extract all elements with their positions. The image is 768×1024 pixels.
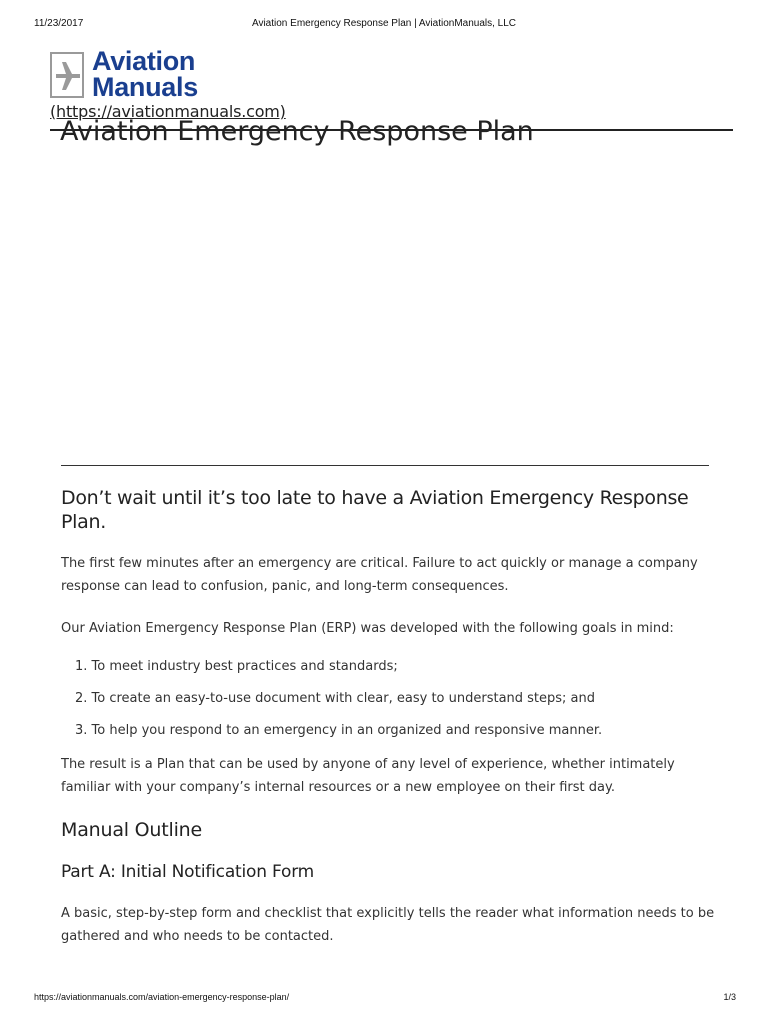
page-number: 1/3 [723, 992, 736, 1002]
part-a-heading: Part A: Initial Notification Form [61, 862, 315, 882]
list-item: 3. To help you respond to an emergency in an organized and responsive manner. [75, 723, 603, 738]
manual-outline-heading: Manual Outline [61, 819, 203, 841]
print-url: https://aviationmanuals.com/aviation-emergency-response-plan/ [34, 992, 290, 1002]
page-title: Aviation Emergency Response Plan [60, 116, 534, 147]
paragraph-result: The result is a Plan that can be used by anyone of any level of experience, whether intimately familiar with your company’s internal resources or a new employee on their first day. [61, 757, 675, 795]
print-page-title: Aviation Emergency Response Plan | AviationManuals, LLC [251, 18, 517, 29]
part-a-text: A basic, step-by-step form and checklist that explicitly tells the reader what information needs to be gathered and who needs to be contacted. [61, 906, 715, 944]
airplane-icon [50, 52, 84, 98]
intro-heading: Don’t wait until it’s too late to have a Aviation Emergency Response Plan. [61, 487, 689, 533]
logo-line-2: Manuals [92, 72, 198, 102]
page-title-clipped [60, 116, 720, 148]
logo-line-1: Aviation [92, 46, 196, 76]
print-header [0, 18, 768, 32]
aviation-manuals-logo[interactable] [50, 46, 220, 104]
list-item: 1. To meet industry best practices and standards; [75, 659, 398, 674]
paragraph-goals-intro: Our Aviation Emergency Response Plan (ERP) was developed with the following goals in mind: [61, 621, 674, 636]
paragraph-critical: The first few minutes after an emergency are critical. Failure to act quickly or manage a company response can lead to confusion, panic, and long-term consequences. [61, 556, 698, 594]
logo-wordmark [92, 48, 198, 100]
goals-list [61, 655, 721, 751]
print-date: 11/23/2017 [34, 18, 84, 29]
list-item: 2. To create an easy-to-use document with clear, easy to understand steps; and [75, 691, 596, 706]
site-link[interactable]: (https://aviationmanuals.com) [50, 102, 286, 121]
content-divider [61, 465, 709, 466]
